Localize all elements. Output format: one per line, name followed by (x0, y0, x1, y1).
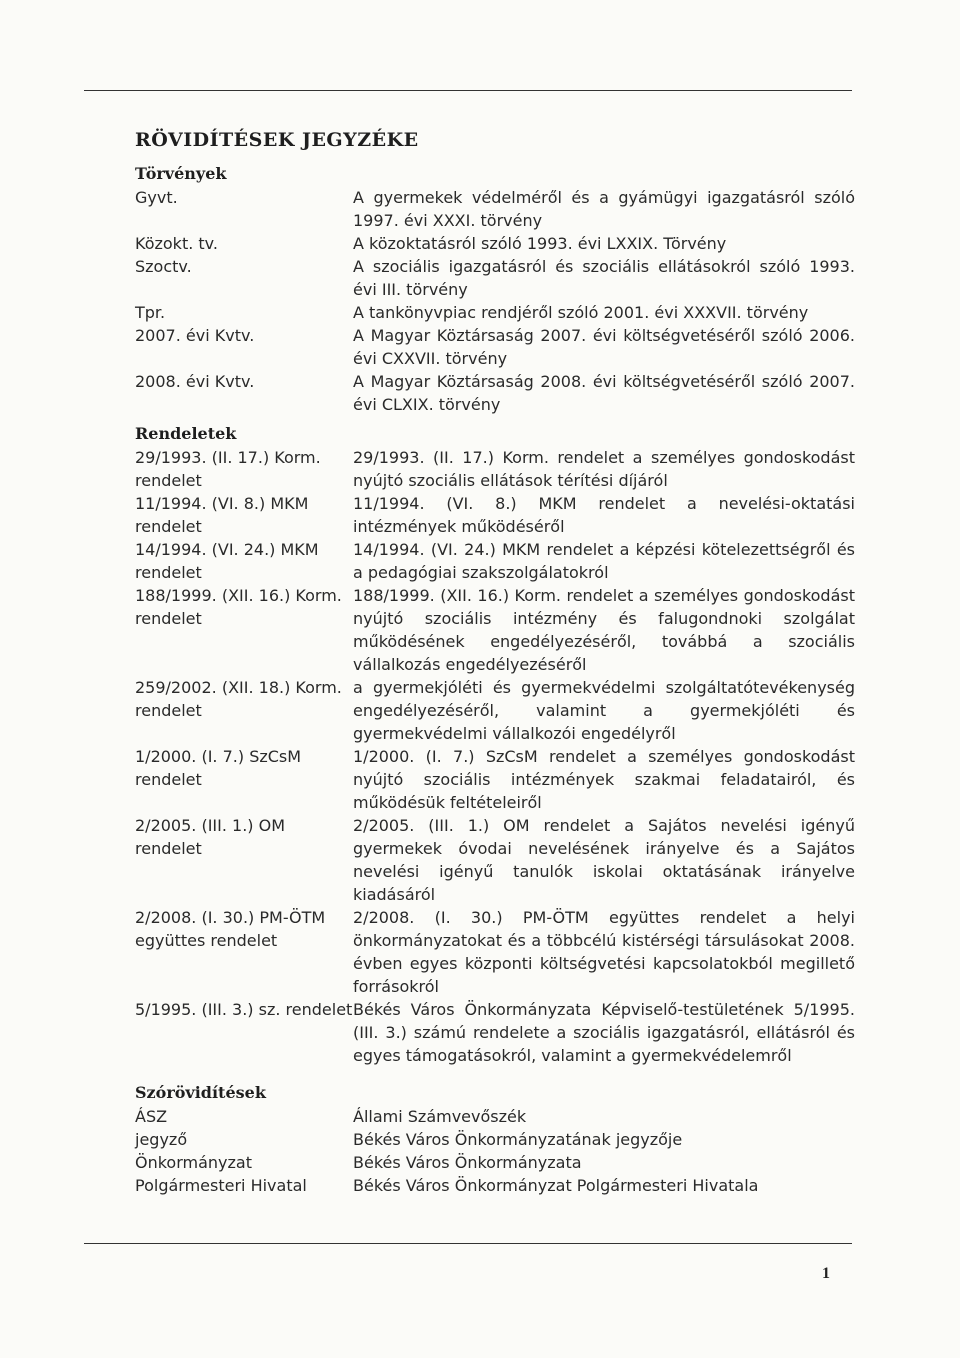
list-item (135, 538, 855, 584)
definition: Békés Város Önkormányzata (353, 1153, 582, 1172)
page-number: 1 (822, 1265, 830, 1282)
list-item (135, 1128, 855, 1151)
definition: A szociális igazgatásról és szociális ellátásokról szóló 1993. évi III. törvény (353, 257, 855, 299)
definition: Békés Város Önkormányzat Polgármesteri Hivatala (353, 1176, 759, 1195)
definition: 188/1999. (XII. 16.) Korm. rendelet a személyes gondoskodást nyújtó szociális intézmény és falugondnoki szolgálat működésének engedélyezéséről, továbbá a szociális vállalkozás engedélyezéséről (353, 586, 855, 674)
definition: Állami Számvevőszék (353, 1107, 527, 1126)
abbreviation: 14/1994. (VI. 24.) MKM rendelet (135, 540, 319, 582)
abbreviation: 11/1994. (VI. 8.) MKM rendelet (135, 494, 309, 536)
abbreviation: 2/2005. (III. 1.) OM rendelet (135, 816, 286, 858)
abbreviation: Önkormányzat (135, 1153, 252, 1172)
abbreviation: 1/2000. (I. 7.) SzCsM rendelet (135, 747, 302, 789)
definition: 11/1994. (VI. 8.) MKM rendelet a nevelési-oktatási intézmények működéséről (353, 494, 855, 536)
abbreviation: 2007. évi Kvtv. (135, 326, 255, 345)
definition: 1/2000. (I. 7.) SzCsM rendelet a személyes gondoskodást nyújtó szociális intézmények szakmai feladatairól, és működésük feltételeiről (353, 747, 855, 812)
list-item (135, 492, 855, 538)
page-title: RÖVIDÍTÉSEK JEGYZÉKE (135, 129, 419, 151)
list-item (135, 370, 855, 416)
list-item (135, 1174, 855, 1197)
list-item (135, 301, 855, 324)
definition: A közoktatásról szóló 1993. évi LXXIX. Törvény (353, 234, 727, 253)
definition: a gyermekjóléti és gyermekvédelmi szolgáltatótevékenység engedélyezéséről, valamint a gyermekjóléti és gyermekvédelmi vállalkozói engedélyről (353, 678, 855, 743)
definition: A Magyar Köztársaság 2008. évi költségvetéséről szóló 2007. évi CLXIX. törvény (353, 372, 855, 414)
definition: A tankönyvpiac rendjéről szóló 2001. évi XXXVII. törvény (353, 303, 809, 322)
bottom-rule (84, 1243, 852, 1244)
abbreviation: 5/1995. (III. 3.) sz. rendelet (135, 1000, 353, 1019)
abbreviation: Szoctv. (135, 257, 192, 276)
abbreviation: Gyvt. (135, 188, 178, 207)
list-item (135, 906, 855, 998)
abbreviations-page (135, 126, 855, 1197)
list-item (135, 814, 855, 906)
abbreviation: Polgármesteri Hivatal (135, 1176, 307, 1195)
abbreviation: 2008. évi Kvtv. (135, 372, 255, 391)
list-item (135, 446, 855, 492)
list-item (135, 1105, 855, 1128)
abbreviation: Tpr. (135, 303, 166, 322)
top-rule (84, 90, 852, 91)
list-item (135, 584, 855, 676)
definition: Békés Város Önkormányzatának jegyzője (353, 1130, 683, 1149)
definition: A Magyar Köztársaság 2007. évi költségvetéséről szóló 2006. évi CXXVII. törvény (353, 326, 855, 368)
abbreviation: 29/1993. (II. 17.) Korm. rendelet (135, 448, 321, 490)
list-item (135, 232, 855, 255)
list-item (135, 186, 855, 232)
section-heading-decrees: Rendeletek (135, 424, 237, 443)
abbreviation: 188/1999. (XII. 16.) Korm. rendelet (135, 586, 342, 628)
definition: 2/2008. (I. 30.) PM-ÖTM együttes rendelet a helyi önkormányzatokat és a többcélú kistérségi társulásokat 2008. évben egyes központi költségvetési kapcsolatokból megillető forrásokról (353, 908, 855, 996)
section-heading-word-abbreviations: Szórövidítések (135, 1083, 266, 1102)
section-heading-laws: Törvények (135, 164, 227, 183)
list-item (135, 324, 855, 370)
list-item (135, 1151, 855, 1174)
abbreviation: Közokt. tv. (135, 234, 218, 253)
definition: 29/1993. (II. 17.) Korm. rendelet a személyes gondoskodást nyújtó szociális ellátások térítési díjáról (353, 448, 855, 490)
list-item (135, 745, 855, 814)
definition: A gyermekek védelméről és a gyámügyi igazgatásról szóló 1997. évi XXXI. törvény (353, 188, 855, 230)
abbreviation: 259/2002. (XII. 18.) Korm. rendelet (135, 678, 342, 720)
definition: 2/2005. (III. 1.) OM rendelet a Sajátos nevelési igényű gyermekek óvodai nevelésének irányelve és a Sajátos nevelési igényű tanulók iskolai oktatásának irányelve kiadásáról (353, 816, 855, 904)
abbreviation: ÁSZ (135, 1107, 168, 1126)
definition: Békés Város Önkormányzata Képviselő-testületének 5/1995. (III. 3.) számú rendelete a szociális igazgatásról, ellátásról és egyes támogatásokról, valamint a gyermekvédelemről (353, 1000, 855, 1065)
definition: 14/1994. (VI. 24.) MKM rendelet a képzési kötelezettségről és a pedagógiai szakszolgálatokról (353, 540, 855, 582)
list-item (135, 255, 855, 301)
abbreviation: 2/2008. (I. 30.) PM-ÖTM együttes rendelet (135, 908, 326, 950)
list-item (135, 676, 855, 745)
abbreviation: jegyző (135, 1130, 188, 1149)
list-item (135, 998, 855, 1067)
